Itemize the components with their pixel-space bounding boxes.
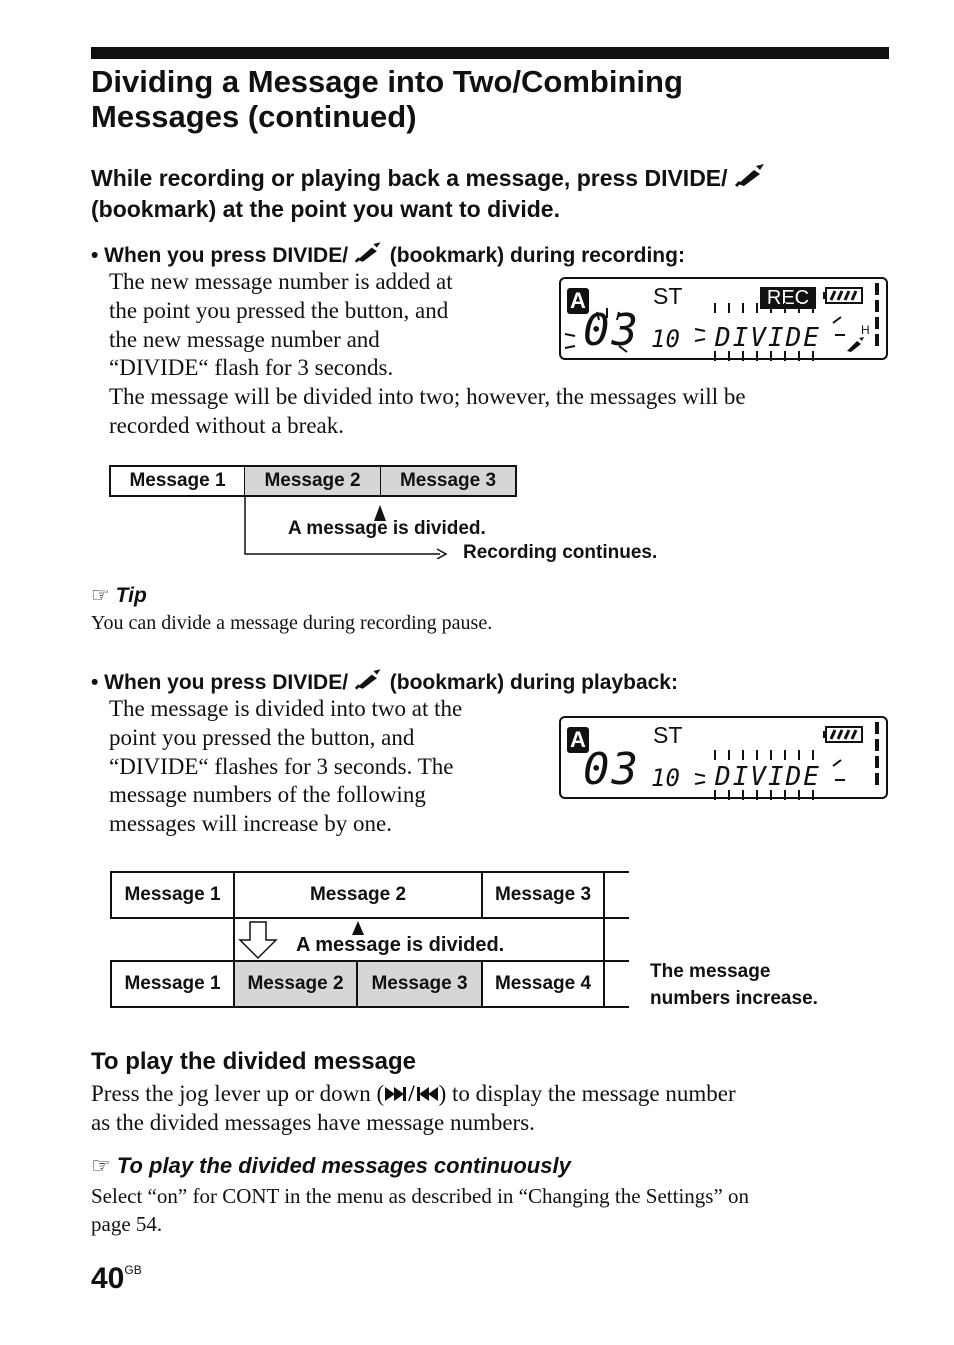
continues-caption: Recording continues. bbox=[463, 542, 658, 563]
diagram-cell-message-3 bbox=[380, 465, 517, 497]
continuous-line-1: Select “on” for CONT in the menu as described in “Changing the Settings” on bbox=[91, 1184, 750, 1208]
playback-lcd-display bbox=[559, 716, 888, 799]
playback-bullet-b: (bookmark) during playback: bbox=[389, 671, 678, 694]
note-line-1: The message bbox=[650, 961, 771, 982]
header-rule bbox=[91, 47, 889, 59]
playback-line: “DIVIDE“ flashes for 3 seconds. The bbox=[109, 753, 454, 779]
playback-bullet-a: • When you press DIVIDE/ bbox=[91, 671, 349, 694]
intro-instruction bbox=[91, 162, 891, 225]
bookmark-icon bbox=[845, 335, 865, 353]
recording-line: the new message number and bbox=[109, 326, 380, 352]
diagram-rule bbox=[110, 917, 629, 919]
diagram-rule bbox=[603, 871, 605, 1008]
playback-description bbox=[109, 695, 462, 839]
stereo-indicator: ST bbox=[653, 283, 683, 309]
next-track-icon bbox=[384, 1085, 408, 1103]
divided-caption: A message is divided. bbox=[296, 934, 505, 956]
level-meter-icon bbox=[872, 281, 882, 357]
h-indicator: H bbox=[861, 323, 870, 337]
continuous-heading bbox=[91, 1153, 571, 1179]
divide-word: DIVIDE bbox=[715, 323, 821, 353]
down-arrow-icon bbox=[238, 920, 278, 960]
diagram-cell-message-1 bbox=[109, 465, 246, 497]
page-number-suffix: GB bbox=[124, 1263, 142, 1277]
diagram-cell-label: Message 1 bbox=[124, 973, 221, 994]
title-line-1: Dividing a Message into Two/Combining bbox=[91, 64, 683, 99]
rec-indicator: REC bbox=[760, 287, 816, 309]
bottom-cell-message-1 bbox=[112, 962, 233, 1006]
diagram-cell-label: Message 3 bbox=[371, 973, 468, 994]
divide-word: DIVIDE bbox=[715, 762, 821, 792]
bottom-cell-message-3 bbox=[358, 962, 481, 1006]
recording-line: The new message number is added at bbox=[109, 269, 453, 294]
divided-caption: A message is divided. bbox=[288, 518, 486, 539]
message-number: 03 bbox=[583, 744, 640, 795]
diagram-rule bbox=[110, 1006, 629, 1008]
stereo-indicator: ST bbox=[653, 722, 683, 748]
diagram-cell-message-2 bbox=[244, 465, 382, 497]
bookmark-icon bbox=[354, 240, 384, 264]
diagram-cell-label: Message 2 bbox=[309, 884, 407, 905]
continuous-heading-text: To play the divided messages continuously bbox=[116, 1153, 571, 1178]
page-number bbox=[91, 1262, 142, 1296]
pointing-hand-icon: ☞ bbox=[91, 583, 110, 607]
top-cell-message-2 bbox=[235, 873, 481, 917]
page-number-value: 40 bbox=[91, 1262, 125, 1295]
play-line-slash: / bbox=[408, 1081, 415, 1106]
playback-bullet bbox=[91, 667, 678, 695]
recording-line: the point you pressed the button, and bbox=[109, 297, 449, 323]
play-line-2: as the divided messages have message numbers. bbox=[91, 1109, 535, 1135]
playback-line: message numbers of the following bbox=[109, 782, 426, 808]
bookmark-icon bbox=[354, 667, 384, 691]
play-line-1a: Press the jog lever up or down ( bbox=[91, 1081, 385, 1106]
recording-line: The message will be divided into two; however, the messages will be bbox=[109, 384, 746, 410]
play-section-heading: To play the divided message bbox=[91, 1048, 416, 1075]
total-messages: 10 bbox=[651, 764, 680, 792]
bottom-cell-message-4 bbox=[483, 962, 603, 1006]
pointing-hand-icon: ☞ bbox=[91, 1153, 111, 1178]
diagram-cell-label: Message 4 bbox=[494, 973, 592, 994]
bottom-cell-message-2 bbox=[235, 962, 356, 1006]
tip-heading bbox=[91, 583, 147, 608]
recording-bullet bbox=[91, 240, 685, 268]
diagram-cell-label: Message 3 bbox=[494, 884, 592, 905]
top-cell-message-3 bbox=[483, 873, 603, 917]
recording-bullet-a: • When you press DIVIDE/ bbox=[91, 244, 349, 267]
track-letter-badge: A bbox=[567, 727, 589, 753]
bookmark-icon bbox=[734, 162, 768, 188]
previous-track-icon bbox=[415, 1085, 439, 1103]
top-cell-message-1 bbox=[112, 873, 233, 917]
message-number: 03 bbox=[583, 305, 640, 356]
page-title bbox=[91, 64, 683, 134]
play-line-1c: ) to display the message number bbox=[438, 1081, 736, 1106]
numbers-increase-note bbox=[650, 958, 818, 1012]
track-letter-badge: A bbox=[567, 288, 589, 314]
diagram-cell-label: Message 1 bbox=[124, 884, 221, 905]
continuous-line-2: page 54. bbox=[91, 1212, 163, 1236]
note-line-2: numbers increase. bbox=[650, 988, 818, 1009]
recording-lcd-display bbox=[559, 277, 888, 360]
continuous-text bbox=[91, 1182, 749, 1238]
recording-line: recorded without a break. bbox=[109, 412, 345, 438]
playback-line: point you pressed the button, and bbox=[109, 724, 415, 750]
level-meter-icon bbox=[872, 720, 882, 796]
title-line-2: Messages (continued) bbox=[91, 99, 417, 134]
total-messages: 10 bbox=[651, 325, 680, 353]
recording-line: “DIVIDE“ flash for 3 seconds. bbox=[109, 355, 394, 381]
tip-text: You can divide a message during recording pause. bbox=[91, 612, 493, 634]
diagram-cell-label: Message 2 bbox=[247, 973, 344, 994]
diagram-cell-label: Message 1 bbox=[129, 470, 226, 491]
diagram-cell-label: Message 3 bbox=[399, 470, 497, 491]
playback-line: messages will increase by one. bbox=[109, 811, 392, 837]
play-section-text bbox=[91, 1080, 891, 1138]
intro-line-2: (bookmark) at the point you want to divide. bbox=[91, 196, 560, 222]
diagram-cell-label: Message 2 bbox=[264, 470, 361, 491]
playback-line: The message is divided into two at the bbox=[109, 696, 463, 721]
intro-line-1: While recording or playing back a message, press DIVIDE/ bbox=[91, 165, 728, 191]
recording-bullet-b: (bookmark) during recording: bbox=[389, 244, 685, 267]
tip-heading-text: Tip bbox=[115, 584, 147, 607]
